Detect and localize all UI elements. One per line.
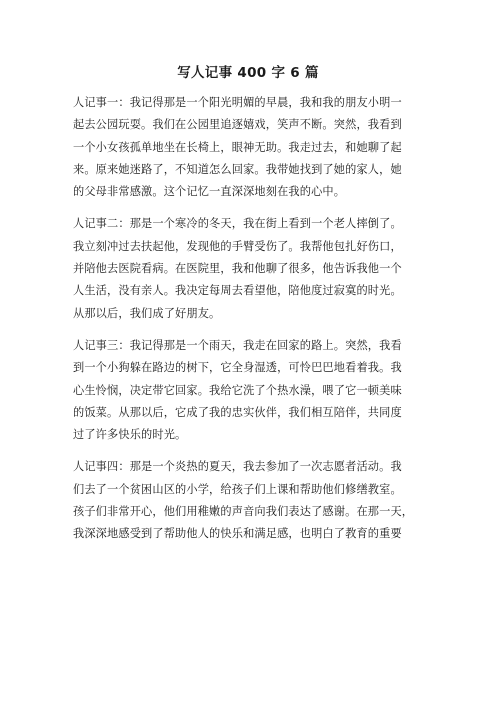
paragraph-4 xyxy=(73,456,429,545)
text-line: 人记事二：那是一个寒冷的冬天，我在街上看到一个老人摔倒了。 xyxy=(73,217,402,231)
text-line: 人生活，没有亲人。我决定每周去看望他，陪他度过寂寞的时光。 xyxy=(73,284,402,298)
document-title: 写人记事 400 字 6 篇 xyxy=(177,65,319,81)
paragraph-2 xyxy=(73,213,429,324)
text-line: 人记事四：那是一个炎热的夏天，我去参加了一次志愿者活动。我 xyxy=(73,460,402,474)
text-line: 孩子们非常开心，他们用稚嫩的声音向我们表达了感谢。在那一天， xyxy=(73,505,414,519)
text-line: 并陪他去医院看病。在医院里，我和他聊了很多，他告诉我他一个 xyxy=(73,262,402,276)
document-body xyxy=(73,92,429,556)
text-line: 过了许多快乐的时光。 xyxy=(73,428,187,442)
text-line: 的饭菜。从那以后，它成了我的忠实伙伴，我们相互陪伴，共同度 xyxy=(73,405,402,419)
text-line: 我深深地感受到了帮助他人的快乐和满足感，也明白了教育的重要 xyxy=(73,527,402,541)
paragraph-3 xyxy=(73,335,429,446)
text-line: 从那以后，我们成了好朋友。 xyxy=(73,306,221,320)
text-line: 的父母非常感激。这个记忆一直深深地刻在我的心中。 xyxy=(73,185,346,199)
text-line: 一个小女孩孤单地坐在长椅上，眼神无助。我走过去，和她聊了起 xyxy=(73,140,402,154)
text-line: 来。原来她迷路了，不知道怎么回家。我带她找到了她的家人，她 xyxy=(73,162,402,176)
text-line: 人记事一：我记得那是一个阳光明媚的早晨，我和我的朋友小明一 xyxy=(73,96,402,109)
text-line: 人记事三：我记得那是一个雨天，我走在回家的路上。突然，我看 xyxy=(73,338,402,352)
paragraph-1 xyxy=(73,92,429,203)
text-line: 起去公园玩耍。我们在公园里追逐嬉戏，笑声不断。突然，我看到 xyxy=(73,118,402,132)
text-line: 到一个小狗躲在路边的树下，它全身湿透，可怜巴巴地看着我。我 xyxy=(73,361,402,375)
text-line: 心生怜悯，决定带它回家。我给它洗了个热水澡，喂了它一顿美味 xyxy=(73,383,402,397)
text-line: 们去了一个贫困山区的小学，给孩子们上课和帮助他们修缮教室。 xyxy=(73,482,402,496)
text-line: 我立刻冲过去扶起他，发现他的手臂受伤了。我帮他包扎好伤口， xyxy=(73,239,402,253)
